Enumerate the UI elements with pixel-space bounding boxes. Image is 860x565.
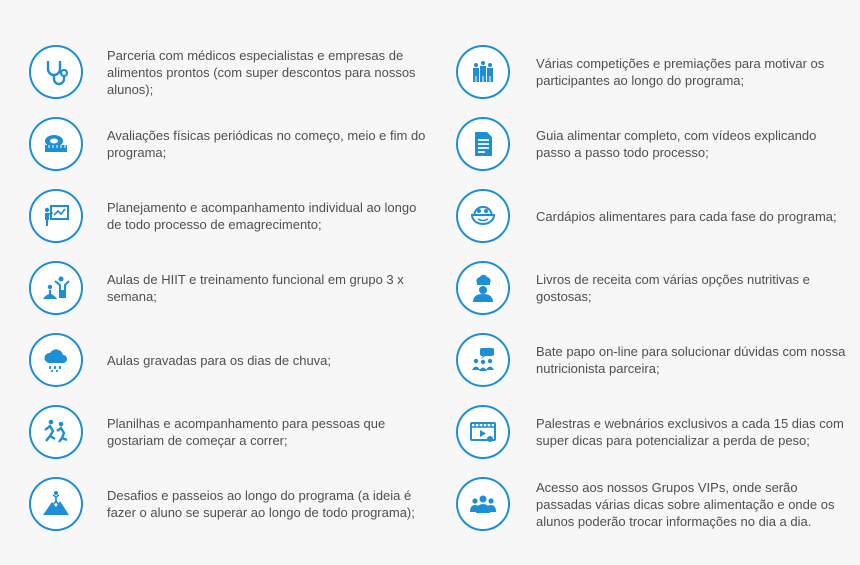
benefit-text: Guia alimentar completo, com vídeos explicando passo a passo todo processo;: [536, 128, 817, 160]
benefit-text: Palestras e webnários exclusivos a cada 15 dias com super dicas para potencializar a perda de peso;: [536, 416, 844, 448]
benefit-item: [456, 396, 851, 468]
competition-team-icon: [456, 45, 510, 99]
group-exercise-icon: [29, 261, 83, 315]
benefit-item: [29, 180, 429, 252]
benefit-item: [29, 324, 429, 396]
chat-group-icon: [456, 333, 510, 387]
runners-icon: [29, 405, 83, 459]
benefit-item: [456, 36, 851, 108]
document-guide-icon: [456, 117, 510, 171]
benefit-text: Avaliações físicas periódicas no começo, meio e fim do programa;: [107, 128, 426, 160]
rain-cloud-icon: [29, 333, 83, 387]
benefit-item: [29, 36, 429, 108]
benefit-item: [456, 324, 851, 396]
benefit-item: [456, 108, 851, 180]
measuring-tape-icon: [29, 117, 83, 171]
presentation-board-icon: [29, 189, 83, 243]
benefit-item: [29, 252, 429, 324]
benefit-text: Desafios e passeios ao longo do programa (a ideia é fazer o aluno se superar ao longo de todo programa);: [107, 488, 415, 520]
benefit-item: [456, 252, 851, 324]
benefit-text: Livros de receita com várias opções nutritivas e gostosas;: [536, 272, 810, 304]
chef-icon: [456, 261, 510, 315]
benefit-item: [456, 468, 851, 540]
stethoscope-icon: [29, 45, 83, 99]
benefits-right-column: [456, 36, 851, 540]
vip-group-icon: [456, 477, 510, 531]
benefit-item: [29, 468, 429, 540]
benefits-left-column: [29, 36, 429, 540]
benefit-text: Planejamento e acompanhamento individual ao longo de todo processo de emagrecimento;: [107, 200, 417, 232]
benefit-item: [29, 108, 429, 180]
benefit-text: Bate papo on-line para solucionar dúvidas com nossa nutricionista parceira;: [536, 344, 846, 376]
mountain-climber-icon: [29, 477, 83, 531]
benefit-text: Cardápios alimentares para cada fase do programa;: [536, 208, 837, 224]
benefit-text: Parceria com médicos especialistas e empresas de alimentos prontos (com super descontos para nossos alunos);: [107, 47, 416, 97]
benefit-item: [29, 396, 429, 468]
benefit-item: [456, 180, 851, 252]
benefit-text: Aulas de HIIT e treinamento funcional em grupo 3 x semana;: [107, 272, 404, 304]
benefit-text: Planilhas e acompanhamento para pessoas que gostariam de começar a correr;: [107, 416, 386, 448]
benefit-text: Várias competições e premiações para motivar os participantes ao longo do programa;: [536, 56, 825, 88]
video-player-icon: [456, 405, 510, 459]
benefit-text: Aulas gravadas para os dias de chuva;: [107, 352, 332, 368]
benefit-text: Acesso aos nossos Grupos VIPs, onde serão passadas várias dicas sobre alimentação e onde os alunos poderão trocar informações no dia a dia.: [536, 479, 835, 529]
food-bowl-icon: [456, 189, 510, 243]
